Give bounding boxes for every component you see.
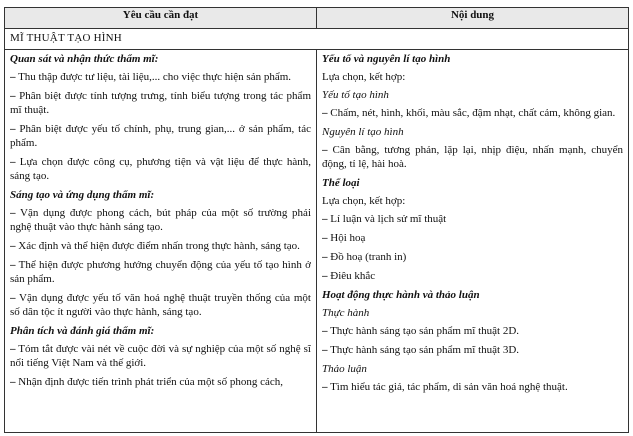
list-item xyxy=(322,212,623,226)
item-text: Đồ hoạ (tranh in) xyxy=(330,251,407,263)
item-text: Cân bằng, tương phản, lặp lại, nhịp điệu, nhấn mạnh, chuyển động, tỉ lệ, hài hoà. xyxy=(322,144,623,170)
item-text: Tìm hiểu tác giả, tác phẩm, di sản văn hoá nghệ thuật. xyxy=(330,381,568,393)
list-item xyxy=(10,258,311,286)
item-text: Thực hành sáng tạo sản phẩm mĩ thuật 2D. xyxy=(330,325,520,337)
dash-mark: – xyxy=(322,251,328,263)
list-item xyxy=(322,106,623,120)
list-item xyxy=(10,291,311,319)
dash-mark: – xyxy=(10,90,16,102)
choose-combine-text: Lựa chọn, kết hợp: xyxy=(322,195,406,207)
heading-elements-principles: Yếu tố và nguyên lí tạo hình xyxy=(322,53,451,65)
list-item xyxy=(10,375,311,389)
subheading-elements: Yếu tố tạo hình xyxy=(322,89,389,101)
list-item xyxy=(10,155,311,183)
item-text: Nhận định được tiến trình phát triển của một số phong cách, xyxy=(18,376,283,388)
item-text: Thu thập được tư liệu, tài liệu,... cho việc thực hiện sản phẩm. xyxy=(18,71,292,83)
list-item xyxy=(322,343,623,357)
heading-activities: Hoạt động thực hành và thảo luận xyxy=(322,289,480,301)
subheading-practice: Thực hành xyxy=(322,307,370,319)
heading-creation: Sáng tạo và ứng dụng thẩm mĩ: xyxy=(10,189,155,201)
dash-mark: – xyxy=(322,144,328,156)
dash-mark: – xyxy=(10,207,16,219)
item-text: Tóm tắt được vài nét về cuộc đời và sự nghiệp của một số nghệ sĩ nổi tiếng Việt Nam và thế giới. xyxy=(10,343,311,369)
dash-mark: – xyxy=(10,240,16,252)
content-row xyxy=(5,50,629,433)
list-item xyxy=(10,70,311,84)
header-content: Nội dung xyxy=(317,8,629,29)
subheading-discussion: Thảo luận xyxy=(322,363,367,375)
dash-mark: – xyxy=(10,343,16,355)
subheading-principles: Nguyên lí tạo hình xyxy=(322,126,404,138)
table-header-row xyxy=(5,8,629,29)
list-item xyxy=(10,122,311,150)
item-text: Phân biệt được yếu tố chính, phụ, trung gian,... ở sản phẩm, tác phẩm. xyxy=(10,123,311,149)
dash-mark: – xyxy=(322,270,328,282)
list-item xyxy=(10,206,311,234)
dash-mark: – xyxy=(322,381,328,393)
list-item xyxy=(322,324,623,338)
curriculum-table xyxy=(4,7,629,433)
list-item xyxy=(322,143,623,171)
content-cell xyxy=(317,50,629,433)
item-text: Lựa chọn được công cụ, phương tiện và vật liệu để thực hành, sáng tạo. xyxy=(10,156,311,182)
item-text: Chấm, nét, hình, khối, màu sắc, đậm nhạt, chất cảm, không gian. xyxy=(330,107,616,119)
item-text: Phân biệt được tính tượng trưng, tính biểu tượng trong tác phẩm mĩ thuật. xyxy=(10,90,311,116)
dash-mark: – xyxy=(322,107,328,119)
dash-mark: – xyxy=(10,376,16,388)
dash-mark: – xyxy=(322,325,328,337)
heading-observation: Quan sát và nhận thức thẩm mĩ: xyxy=(10,53,159,65)
heading-genres: Thể loại xyxy=(322,177,360,189)
dash-mark: – xyxy=(10,292,16,304)
list-item xyxy=(10,89,311,117)
item-text: Điêu khắc xyxy=(330,270,376,282)
item-text: Thực hành sáng tạo sản phẩm mĩ thuật 3D. xyxy=(330,344,520,356)
item-text: Thể hiện được phương hướng chuyển động của yếu tố tạo hình ở sản phẩm. xyxy=(10,259,311,285)
requirements-cell xyxy=(5,50,317,433)
list-item xyxy=(322,250,623,264)
dash-mark: – xyxy=(10,259,16,271)
dash-mark: – xyxy=(322,232,328,244)
list-item xyxy=(10,342,311,370)
section-row xyxy=(5,29,629,50)
item-text: Vận dụng được yếu tố văn hoá nghệ thuật truyền thống của một số dân tộc ít người vào thực hành, sáng tạo. xyxy=(10,292,311,318)
dash-mark: – xyxy=(10,71,16,83)
header-requirements: Yêu cầu cần đạt xyxy=(5,8,317,29)
list-item xyxy=(322,269,623,283)
heading-analysis: Phân tích và đánh giá thẩm mĩ: xyxy=(10,325,155,337)
choose-combine-text: Lựa chọn, kết hợp: xyxy=(322,71,406,83)
item-text: Vận dụng được phong cách, bút pháp của một số trường phái nghệ thuật vào thực hành sáng tạo. xyxy=(10,207,311,233)
dash-mark: – xyxy=(10,123,16,135)
item-text: Lí luận và lịch sử mĩ thuật xyxy=(330,213,447,225)
list-item xyxy=(322,380,623,394)
dash-mark: – xyxy=(10,156,16,168)
section-title: MĨ THUẬT TẠO HÌNH xyxy=(5,29,629,50)
list-item xyxy=(10,239,311,253)
dash-mark: – xyxy=(322,344,328,356)
list-item xyxy=(322,231,623,245)
item-text: Xác định và thể hiện được điểm nhấn trong thực hành, sáng tạo. xyxy=(18,240,300,252)
item-text: Hội hoạ xyxy=(330,232,366,244)
dash-mark: – xyxy=(322,213,328,225)
